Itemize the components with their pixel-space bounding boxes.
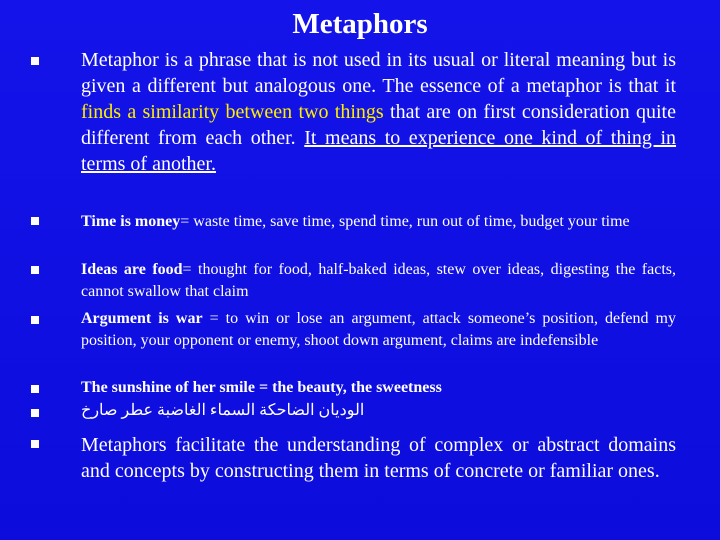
example-item-time — [81, 211, 676, 233]
example-term: The sunshine of her smile = the beauty, the sweetness — [81, 379, 442, 396]
example-item-argument — [81, 308, 676, 351]
definition-paragraph — [81, 47, 676, 177]
definition-highlight: finds a similarity between two things — [81, 101, 384, 123]
example-item-ideas — [81, 259, 676, 302]
bullet-square-icon — [31, 266, 39, 274]
bullet-square-icon — [31, 409, 39, 417]
example-text: = to win or lose an argument, attack someone’s position, defend my position, your opponent or enemy, shoot down argument, claims are indefensible — [81, 310, 676, 349]
example-text: = waste time, save time, spend time, run out of time, budget your time — [180, 213, 630, 230]
example-item-sunshine — [81, 377, 676, 399]
example-text: = thought for food, half-baked ideas, stew over ideas, digesting the facts, cannot swallow that claim — [81, 261, 676, 300]
conclusion-paragraph: Metaphors facilitate the understanding of complex or abstract domains and concepts by constructing them in terms of concrete or familiar ones. — [81, 434, 676, 482]
example-term: Ideas are food — [81, 261, 183, 278]
arabic-example: الوديان الضاحكة السماء الغاضبة عطر صارخ — [81, 402, 365, 419]
definition-term: Metaphor is — [81, 49, 179, 71]
definition-text-2: that are on first consideration quite different from each other. — [81, 101, 676, 149]
bullet-square-icon — [31, 217, 39, 225]
example-term: Argument is war — [81, 310, 203, 327]
definition-text-1: a phrase that is not used in its usual or literal meaning but is given a different but analogous one. The essence of a metaphor is that it — [81, 49, 677, 97]
bullet-square-icon — [31, 57, 39, 65]
bullet-square-icon — [31, 440, 39, 448]
bullet-square-icon — [31, 385, 39, 393]
example-term: Time is money — [81, 213, 181, 230]
definition-underlined: It means to experience one kind of thing in terms of another. — [81, 127, 677, 175]
slide-title: Metaphors — [292, 8, 428, 40]
bullet-square-icon — [31, 316, 39, 324]
